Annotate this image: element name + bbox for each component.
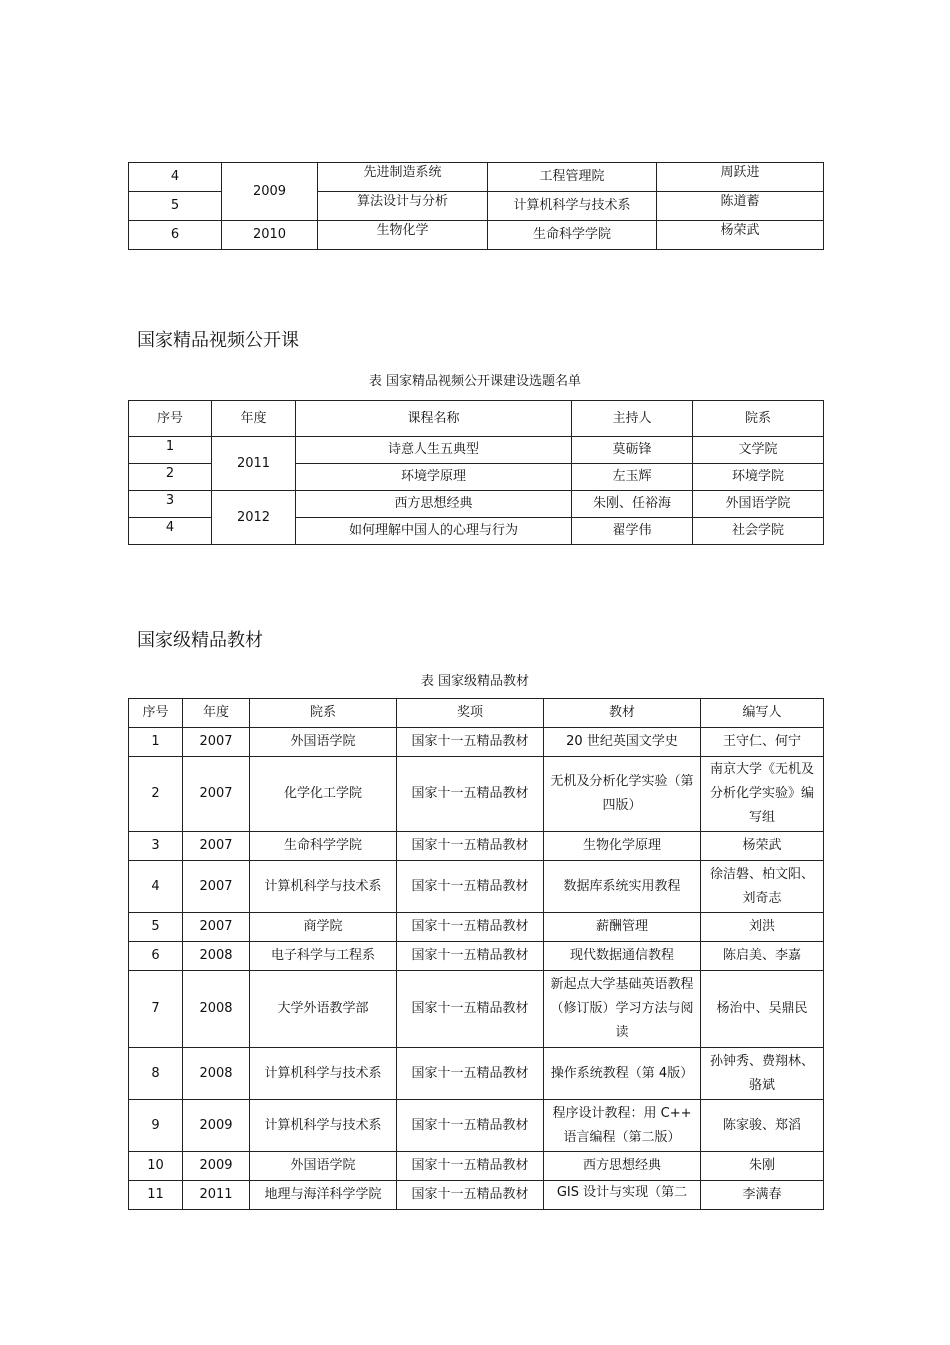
table-row xyxy=(129,1100,824,1152)
textbook-title: 数据库系统实用教程 xyxy=(544,861,701,913)
header-cell: 年度 xyxy=(183,699,250,728)
person: 陈道蓄 xyxy=(657,192,824,221)
department: 生命科学学院 xyxy=(488,221,657,250)
year-cell: 2009 xyxy=(222,163,318,221)
award: 国家十一五精品教材 xyxy=(397,728,544,757)
row-number: 3 xyxy=(129,832,183,861)
year-cell: 2008 xyxy=(183,1048,250,1100)
row-number: 4 xyxy=(129,163,222,192)
department: 大学外语教学部 xyxy=(250,971,397,1048)
department: 计算机科学与技术系 xyxy=(250,1048,397,1100)
video-course-table xyxy=(128,400,824,545)
host: 左玉辉 xyxy=(572,464,693,491)
table-row xyxy=(129,757,824,832)
header-cell: 序号 xyxy=(129,401,212,437)
row-number: 9 xyxy=(129,1100,183,1152)
department: 文学院 xyxy=(693,437,824,464)
section-heading-textbooks: 国家级精品教材 xyxy=(137,630,263,651)
year-cell: 2007 xyxy=(183,913,250,942)
table-row xyxy=(129,832,824,861)
department: 电子科学与工程系 xyxy=(250,942,397,971)
row-number: 8 xyxy=(129,1048,183,1100)
row-number: 1 xyxy=(129,728,183,757)
person: 周跃进 xyxy=(657,163,824,192)
course-name: 算法设计与分析 xyxy=(318,192,488,221)
department: 化学化工学院 xyxy=(250,757,397,832)
header-cell: 编写人 xyxy=(701,699,824,728)
year-cell: 2007 xyxy=(183,832,250,861)
table-row xyxy=(129,1152,824,1181)
table-caption: 表 国家精品视频公开课建设选题名单 xyxy=(368,374,582,389)
row-number: 11 xyxy=(129,1181,183,1210)
author: 陈启美、李嘉 xyxy=(701,942,824,971)
textbook-table xyxy=(128,698,824,1210)
textbook-title: 生物化学原理 xyxy=(544,832,701,861)
department: 商学院 xyxy=(250,913,397,942)
award: 国家十一五精品教材 xyxy=(397,1100,544,1152)
header-cell: 主持人 xyxy=(572,401,693,437)
author: 徐洁磐、柏文阳、刘奇志 xyxy=(701,861,824,913)
year-cell: 2009 xyxy=(183,1152,250,1181)
department: 生命科学学院 xyxy=(250,832,397,861)
author: 南京大学《无机及分析化学实验》编写组 xyxy=(701,757,824,832)
year-cell: 2010 xyxy=(222,221,318,250)
department: 地理与海洋科学学院 xyxy=(250,1181,397,1210)
author: 刘洪 xyxy=(701,913,824,942)
table-header-row xyxy=(129,699,824,728)
header-cell: 序号 xyxy=(129,699,183,728)
author: 陈家骏、郑滔 xyxy=(701,1100,824,1152)
award: 国家十一五精品教材 xyxy=(397,1152,544,1181)
department: 外国语学院 xyxy=(693,491,824,518)
year-cell: 2011 xyxy=(183,1181,250,1210)
year-cell: 2007 xyxy=(183,757,250,832)
table-row xyxy=(129,1048,824,1100)
row-number: 4 xyxy=(129,861,183,913)
row-number: 7 xyxy=(129,971,183,1048)
course-name: 生物化学 xyxy=(318,221,488,250)
course-name: 诗意人生五典型 xyxy=(296,437,572,464)
host: 朱刚、任裕海 xyxy=(572,491,693,518)
host: 翟学伟 xyxy=(572,518,693,545)
course-name: 如何理解中国人的心理与行为 xyxy=(296,518,572,545)
year-cell: 2009 xyxy=(183,1100,250,1152)
header-cell: 院系 xyxy=(693,401,824,437)
header-cell: 课程名称 xyxy=(296,401,572,437)
row-number: 10 xyxy=(129,1152,183,1181)
author: 李满春 xyxy=(701,1181,824,1210)
table-caption: 表 国家级精品教材 xyxy=(420,674,530,689)
table-row xyxy=(129,221,824,250)
host: 莫砺锋 xyxy=(572,437,693,464)
award: 国家十一五精品教材 xyxy=(397,913,544,942)
year-cell: 2008 xyxy=(183,971,250,1048)
department: 外国语学院 xyxy=(250,1152,397,1181)
header-cell: 教材 xyxy=(544,699,701,728)
row-number: 5 xyxy=(129,913,183,942)
course-name: 西方思想经典 xyxy=(296,491,572,518)
textbook-title: 20 世纪英国文学史 xyxy=(544,728,701,757)
row-number: 2 xyxy=(129,757,183,832)
row-number: 2 xyxy=(129,464,212,491)
author: 杨荣武 xyxy=(701,832,824,861)
header-cell: 院系 xyxy=(250,699,397,728)
year-cell: 2007 xyxy=(183,861,250,913)
person: 杨荣武 xyxy=(657,221,824,250)
department: 社会学院 xyxy=(693,518,824,545)
year-cell: 2012 xyxy=(212,491,296,545)
award: 国家十一五精品教材 xyxy=(397,1181,544,1210)
course-name: 环境学原理 xyxy=(296,464,572,491)
department: 计算机科学与技术系 xyxy=(250,1100,397,1152)
table-row xyxy=(129,437,824,464)
table-row xyxy=(129,971,824,1048)
department: 工程管理院 xyxy=(488,163,657,192)
row-number: 5 xyxy=(129,192,222,221)
textbook-title: 新起点大学基础英语教程（修订版）学习方法与阅读 xyxy=(544,971,701,1048)
author: 杨治中、吴鼎民 xyxy=(701,971,824,1048)
row-number: 3 xyxy=(129,491,212,518)
year-cell: 2008 xyxy=(183,942,250,971)
table-row xyxy=(129,942,824,971)
textbook-title: 操作系统教程（第 4版） xyxy=(544,1048,701,1100)
header-cell: 年度 xyxy=(212,401,296,437)
textbook-title: 西方思想经典 xyxy=(544,1152,701,1181)
textbook-title: 程序设计教程：用 C++ 语言编程（第二版） xyxy=(544,1100,701,1152)
department: 外国语学院 xyxy=(250,728,397,757)
course-name: 先进制造系统 xyxy=(318,163,488,192)
row-number: 1 xyxy=(129,437,212,464)
author: 朱刚 xyxy=(701,1152,824,1181)
table-row xyxy=(129,1181,824,1210)
section-heading-video-courses: 国家精品视频公开课 xyxy=(137,330,299,351)
award: 国家十一五精品教材 xyxy=(397,757,544,832)
department: 计算机科学与技术系 xyxy=(488,192,657,221)
textbook-title: 薪酬管理 xyxy=(544,913,701,942)
department: 计算机科学与技术系 xyxy=(250,861,397,913)
award: 国家十一五精品教材 xyxy=(397,832,544,861)
table-row xyxy=(129,861,824,913)
table-row xyxy=(129,728,824,757)
year-cell: 2011 xyxy=(212,437,296,491)
row-number: 6 xyxy=(129,221,222,250)
table-row xyxy=(129,913,824,942)
author: 孙钟秀、费翔林、骆斌 xyxy=(701,1048,824,1100)
award: 国家十一五精品教材 xyxy=(397,861,544,913)
header-cell: 奖项 xyxy=(397,699,544,728)
row-number: 4 xyxy=(129,518,212,545)
textbook-title: 无机及分析化学实验（第四版） xyxy=(544,757,701,832)
award: 国家十一五精品教材 xyxy=(397,942,544,971)
department: 环境学院 xyxy=(693,464,824,491)
course-table-continued xyxy=(128,162,824,250)
table-row xyxy=(129,163,824,192)
textbook-title: 现代数据通信教程 xyxy=(544,942,701,971)
author: 王守仁、何宁 xyxy=(701,728,824,757)
award: 国家十一五精品教材 xyxy=(397,971,544,1048)
table-row xyxy=(129,491,824,518)
table-header-row xyxy=(129,401,824,437)
textbook-title: GIS 设计与实现（第二 xyxy=(544,1181,701,1210)
award: 国家十一五精品教材 xyxy=(397,1048,544,1100)
row-number: 6 xyxy=(129,942,183,971)
year-cell: 2007 xyxy=(183,728,250,757)
